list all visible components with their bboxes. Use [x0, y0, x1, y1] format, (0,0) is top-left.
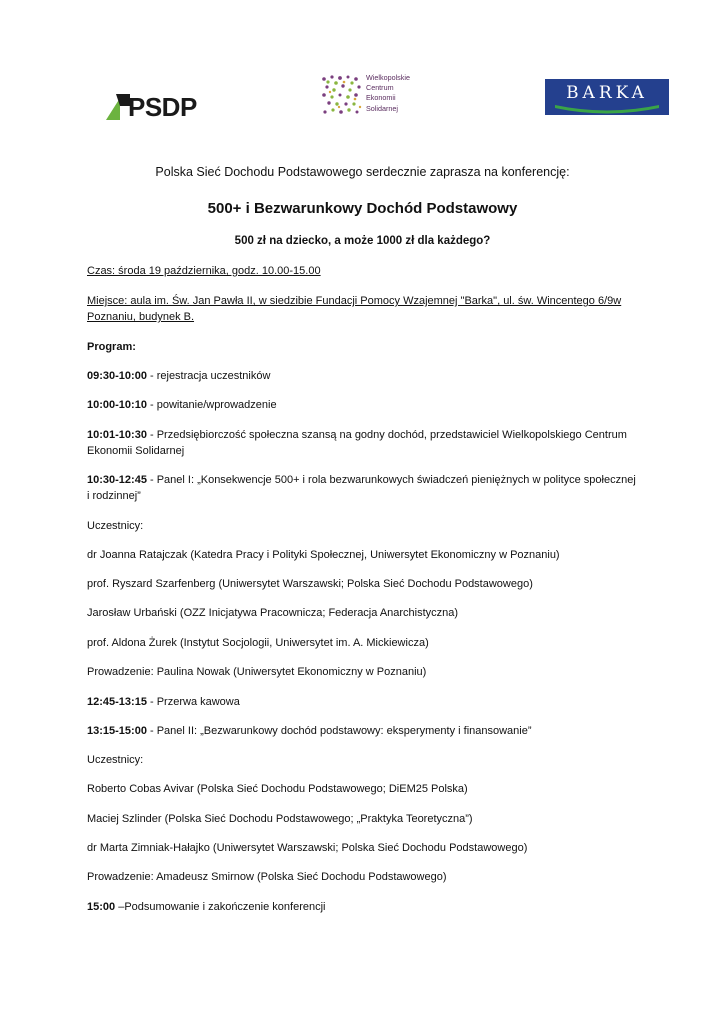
psdp-logo	[106, 92, 210, 122]
wces-logo	[320, 72, 430, 120]
program-item-text: - Panel I: „Konsekwencje 500+ i rola bezwarunkowych świadczeń pieniężnych w polityce społecznej	[146, 474, 636, 486]
program-item	[87, 473, 638, 488]
participant: prof. Aldona Żurek (Instytut Socjologii, Uniwersytet im. A. Mickiewicza)	[87, 637, 429, 649]
program-item	[87, 398, 277, 413]
wces-logo-pattern-icon	[320, 73, 364, 117]
barka-boat-icon	[545, 79, 669, 115]
program-item-text: –Podsumowanie i zakończenie konferencji	[115, 901, 326, 913]
program-heading: Program:	[87, 341, 136, 353]
program-item-time: 13:15-15:00	[87, 725, 147, 737]
program-item-time: 15:00	[87, 901, 116, 913]
program-item-time: 12:45-13:15	[87, 696, 147, 708]
program-item-text: - Przedsiębiorczość społeczna szansą na godny dochód, przedstawiciel Wielkopolskiego Centrum	[146, 429, 627, 441]
program-item	[87, 428, 638, 443]
program-item	[87, 900, 325, 915]
barka-logo	[545, 79, 669, 115]
wces-logo-text	[366, 73, 410, 114]
program-item-time: 10:00-10:10	[87, 399, 147, 411]
program-item-time: 10:01-10:30	[87, 429, 147, 441]
wces-line-3: Ekonomii	[366, 93, 396, 103]
program-item-text: - Panel II: „Bezwarunkowy dochód podstawowy: eksperymenty i finansowanie”	[146, 725, 532, 737]
program-item-time: 09:30-10:00	[87, 370, 147, 382]
participant: Roberto Cobas Avivar (Polska Sieć Dochodu Podstawowego; DiEM25 Polska)	[87, 783, 468, 795]
program-item	[87, 369, 270, 384]
time-line: Czas: środa 19 października, godz. 10.00-15.00	[87, 265, 321, 277]
participants-label: Uczestnicy:	[87, 754, 144, 766]
participant: dr Joanna Ratajczak (Katedra Pracy i Polityki Społecznej, Uniwersytet Ekonomiczny w Poznaniu)	[87, 549, 560, 561]
participant: dr Marta Zimniak-Hałajko (Uniwersytet Warszawski; Polska Sieć Dochodu Podstawowego)	[87, 842, 528, 854]
program-item	[87, 724, 532, 739]
barka-logo-text: BARKA	[566, 83, 648, 103]
wces-line-1: Wielkopolskie	[366, 73, 410, 82]
conference-title: 500+ i Bezwarunkowy Dochód Podstawowy	[207, 200, 518, 217]
program-item-time: 10:30-12:45	[87, 474, 147, 486]
wces-line-2: Centrum	[366, 83, 394, 93]
participant: Jarosław Urbański (OZZ Inicjatywa Pracownicza; Federacja Anarchistyczna)	[87, 607, 459, 619]
program-item	[87, 695, 240, 710]
program-item-continuation: Ekonomii Solidarnej	[87, 445, 185, 457]
psdp-logo-mark-icon	[106, 92, 130, 122]
conference-subtitle: 500 zł na dziecko, a może 1000 zł dla każdego?	[234, 235, 491, 247]
program-item-text: - powitanie/wprowadzenie	[146, 399, 277, 411]
place-line-1: Miejsce: aula im. Św. Jan Pawła II, w siedzibie Fundacji Pomocy Wzajemnej "Barka", ul. św. Wincentego 6/9w	[87, 295, 622, 307]
participant: Maciej Szlinder (Polska Sieć Dochodu Podstawowego; „Praktyka Teoretyczna”)	[87, 813, 473, 825]
psdp-logo-text: PSDP	[128, 92, 197, 122]
participants-label: Uczestnicy:	[87, 520, 144, 532]
moderator: Prowadzenie: Amadeusz Smirnow (Polska Sieć Dochodu Podstawowego)	[87, 871, 447, 883]
place-line-2: Poznaniu, budynek B.	[87, 311, 195, 323]
intro-text: Polska Sieć Dochodu Podstawowego serdecznie zaprasza na konferencję:	[155, 165, 570, 179]
program-item-text: - rejestracja uczestników	[146, 370, 271, 382]
program-item-continuation: i rodzinnej”	[87, 490, 141, 502]
program-item-text: - Przerwa kawowa	[146, 696, 240, 708]
participant: prof. Ryszard Szarfenberg (Uniwersytet Warszawski; Polska Sieć Dochodu Podstawowego)	[87, 578, 533, 590]
wces-line-4: Solidarnej	[366, 103, 398, 113]
moderator: Prowadzenie: Paulina Nowak (Uniwersytet Ekonomiczny w Poznaniu)	[87, 666, 427, 678]
